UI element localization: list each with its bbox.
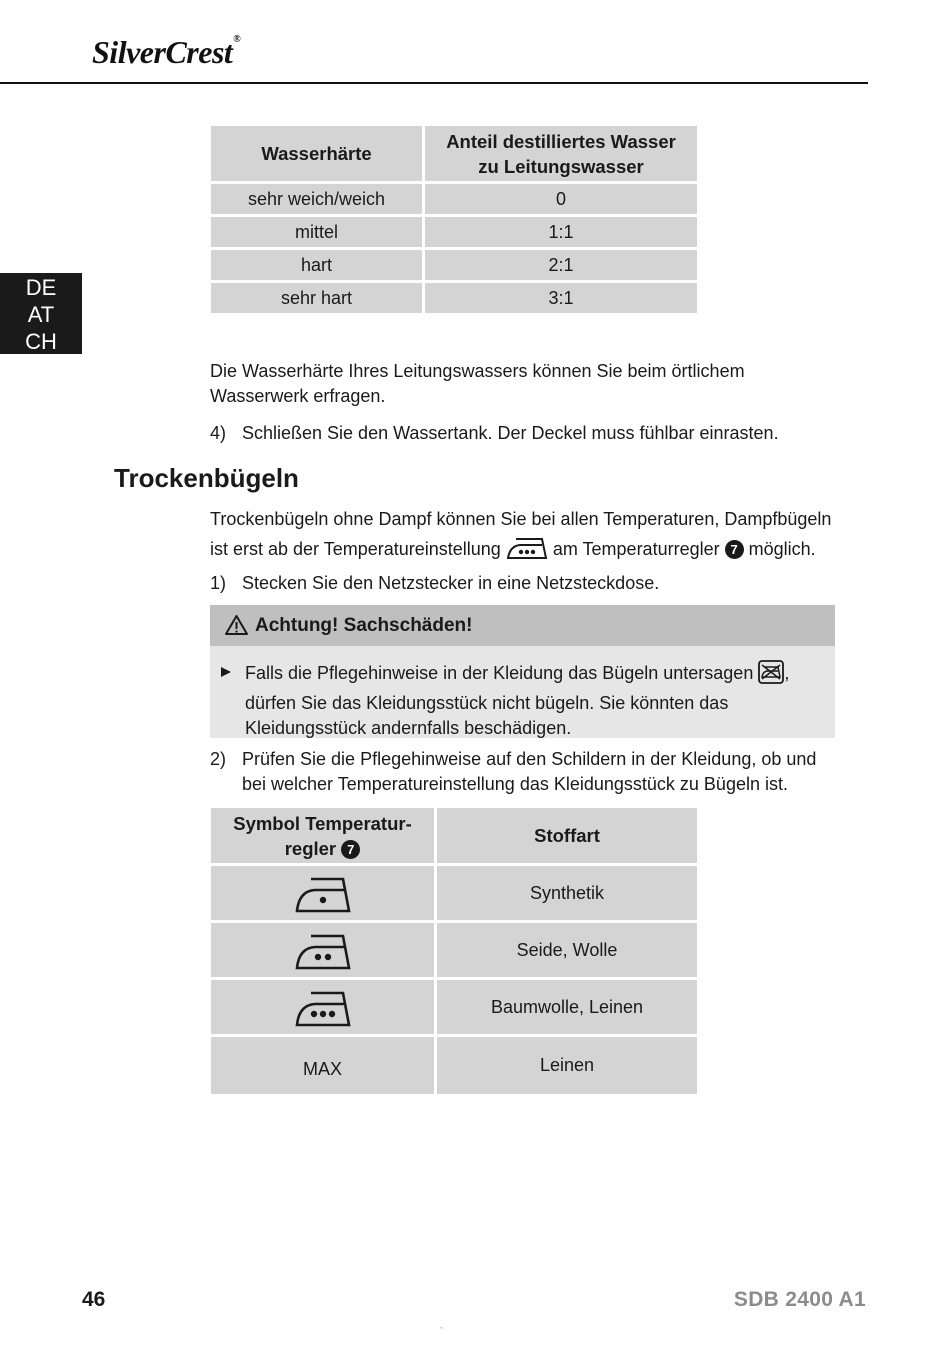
water-hardness-table: [211, 126, 697, 313]
iron-three-dots-icon: [211, 980, 437, 1037]
lang-de: DE: [25, 275, 57, 300]
section-paragraph: [210, 504, 835, 569]
no-ironing-icon: [758, 660, 784, 691]
warning-triangle-icon: [224, 614, 249, 636]
fabric-cell: Leinen: [437, 1037, 697, 1094]
warning-text-2: , dürfen Sie das Kleidungsstück nicht bügeln. Sie könnten das Kleidungsstück andernfalls beschädigen.: [245, 663, 790, 738]
step-text: Schließen Sie den Wassertank. Der Deckel muss fühlbar einrasten.: [242, 423, 779, 443]
warning-body: [210, 646, 835, 738]
table-row: [211, 923, 697, 980]
header-fabric: Stoffart: [437, 808, 697, 866]
iron-one-dot-icon: [211, 866, 437, 923]
lang-at: AT: [27, 302, 55, 327]
ratio-cell: 0: [425, 184, 697, 217]
fabric-table: [211, 808, 697, 1094]
section-text-2: am Temperaturregler: [552, 539, 720, 559]
registered-mark: ®: [233, 34, 241, 45]
fabric-cell: Seide, Wolle: [437, 923, 697, 980]
ref-number-badge: 7: [725, 540, 744, 559]
warning-title: Achtung! Sachschäden!: [255, 614, 473, 636]
table-row: [211, 184, 697, 217]
model-number: SDB 2400 A1: [733, 1288, 866, 1311]
intro-paragraph: Die Wasserhärte Ihres Leitungswassers können Sie beim örtlichem Wasserwerk erfragen.: [210, 361, 745, 406]
section-title: Trockenbügeln: [114, 463, 299, 493]
ratio-cell: 1:1: [425, 217, 697, 250]
language-tab: [0, 273, 82, 354]
iron-three-dots-icon: [506, 536, 548, 569]
table-header-row: [211, 126, 697, 184]
hardness-cell: sehr hart: [211, 283, 425, 313]
section-text-1: Trockenbügeln ohne Dampf können Sie bei allen Temperaturen, Dampfbügeln ist erst ab der Temperatureinstellung: [210, 509, 832, 559]
brand-name: SilverCrest: [92, 34, 233, 70]
table-header-row: [211, 808, 697, 866]
step-number: 1): [210, 573, 227, 593]
warning-header: [210, 605, 835, 646]
hardness-cell: mittel: [211, 217, 425, 250]
ratio-cell: 2:1: [425, 250, 697, 283]
fabric-cell: Baumwolle, Leinen: [437, 980, 697, 1037]
table-row: [211, 250, 697, 283]
warning-text-1: Falls die Pflegehinweise in der Kleidung das Bügeln untersagen: [245, 663, 754, 683]
table-row: [211, 217, 697, 250]
hardness-cell: sehr weich/weich: [211, 184, 425, 217]
step-text: Prüfen Sie die Pflegehinweise auf den Schildern in der Kleidung, ob und bei welcher Temperatureinstellung das Kleidungsstück zu Bügeln ist.: [242, 749, 817, 794]
header-hardness: Wasserhärte: [211, 126, 425, 184]
header-rule: [0, 82, 868, 84]
step-number: 4): [210, 423, 227, 443]
bullet-arrow-icon: [220, 666, 232, 678]
table-row: [211, 1037, 697, 1094]
ref-number-badge: 7: [341, 840, 360, 859]
section-text-3: möglich.: [748, 539, 816, 559]
table-row: [211, 866, 697, 923]
header-symbol: Symbol Temperatur-regler 7: [211, 808, 437, 866]
iron-two-dots-icon: [211, 923, 437, 980]
ratio-cell: 3:1: [425, 283, 697, 313]
step-text: Stecken Sie den Netzstecker in eine Netzsteckdose.: [242, 573, 660, 593]
lang-ch: CH: [25, 329, 57, 354]
footer-mark: ˇ: [440, 1326, 443, 1336]
brand-logo: [92, 34, 240, 71]
header-ratio: Anteil destilliertes Wasser zu Leitungswasser: [425, 126, 697, 184]
fabric-cell: Synthetik: [437, 866, 697, 923]
max-symbol-cell: MAX: [211, 1037, 437, 1094]
table-row: [211, 283, 697, 313]
table-row: [211, 980, 697, 1037]
step-number: 2): [210, 749, 227, 769]
hardness-cell: hart: [211, 250, 425, 283]
warning-text: [245, 660, 827, 741]
page-number: 46: [82, 1288, 106, 1311]
